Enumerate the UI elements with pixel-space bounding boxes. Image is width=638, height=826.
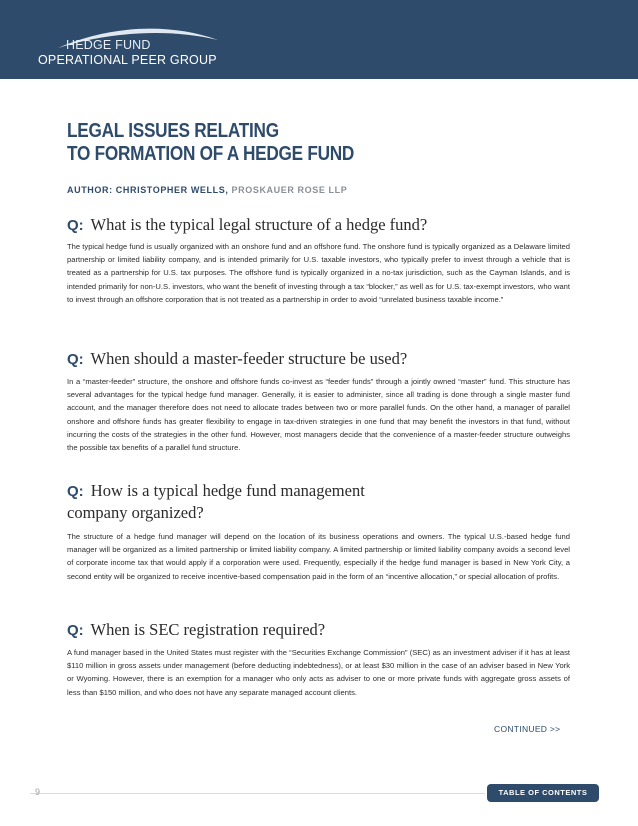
- title-line-2: TO FORMATION OF A HEDGE FUND: [67, 143, 355, 165]
- question-label: Q:: [67, 351, 84, 368]
- title-line-1: LEGAL ISSUES RELATING: [67, 120, 279, 142]
- author-line: [67, 185, 347, 195]
- question-text: When is SEC registration required?: [90, 620, 326, 639]
- question-heading: [67, 214, 570, 236]
- answer-paragraph: In a “master-feeder” structure, the onshore and offshore funds co-invest as “feeder funds” through a jointly owned “master” fund. This structure has several advantages for the typical hedge fund manager. Generally, it is easier to administer, since all trading is done through a single master fund account, and the manager therefore does not need to allocate trades between two or more parallel funds. On the other hand, a manager of parallel onshore and offshore funds has greater flexibility to engage in tax-driven strategies in one fund that may benefit the investors in that fund, without incurring the costs of the strategies in the other fund. However, most managers decide that the convenience of a master-feeder structure outweighs the possible tax benefits of a parallel fund structure.: [67, 377, 570, 453]
- logo-line-2: OPERATIONAL PEER GROUP: [38, 53, 217, 67]
- continued-link[interactable]: CONTINUED >>: [494, 724, 561, 734]
- question-text: How is a typical hedge fund management company organized?: [67, 481, 365, 522]
- logo-line-1: HEDGE FUND: [66, 38, 151, 52]
- author-name: AUTHOR: CHRISTOPHER WELLS,: [67, 185, 229, 195]
- author-firm: PROSKAUER ROSE LLP: [231, 185, 348, 195]
- question-text: What is the typical legal structure of a hedge fund?: [90, 215, 428, 234]
- hfopg-logo: [38, 22, 238, 72]
- answer-paragraph: The structure of a hedge fund manager will depend on the location of its business operations and owners. The typical U.S.-based hedge fund manager will be organized as a limited partnership or limited liability company. A limited partnership or limited liability company avoids a second level of corporate income tax that would apply if a corporation were used. Frequently, especially if the hedge fund manager is based in New York City, a second entity will be organized to receive incentive-based compensation paid in the form of an “incentive allocation,” or special allocation of profits.: [67, 532, 570, 581]
- page-number: 9: [35, 787, 41, 797]
- question-heading: [67, 348, 570, 370]
- question-label: Q:: [67, 217, 84, 234]
- page-title: [67, 120, 480, 166]
- answer-paragraph: A fund manager based in the United States must register with the “Securities Exchange Commission” (SEC) as an investment adviser if it has at least $110 million in gross assets under management (before deducting indebtedness), or at least $30 million in the case of an adviser based in New York or Wyoming. However, there is an exemption for a manager who only acts as adviser to one or more private funds with aggregate gross assets of less than $150 million, and who does not have any separate managed account clients.: [67, 648, 570, 697]
- question-text: When should a master-feeder structure be used?: [90, 349, 408, 368]
- question-heading: [67, 619, 570, 641]
- question-heading: [67, 480, 397, 523]
- footer-divider: [30, 793, 485, 794]
- table-of-contents-button[interactable]: TABLE OF CONTENTS: [487, 784, 599, 802]
- question-label: Q:: [67, 483, 84, 500]
- header-bar: [0, 0, 638, 79]
- question-label: Q:: [67, 622, 84, 639]
- answer-paragraph: The typical hedge fund is usually organized with an onshore fund and an offshore fund. The onshore fund is typically organized as a Delaware limited partnership or limited liability company, and is intended primarily for U.S. taxable investors, who typically prefer to invest through a vehicle that is treated as a partnership for U.S. tax purposes. The offshore fund is typically organized in a no-tax jurisdiction, such as the Cayman Islands, and is intended primarily for non-U.S. investors, who want the benefit of investing through a tax “blocker,” as well as for U.S. tax-exempt investors, who want to invest through an offshore corporation that is not treated as a partnership in order to avoid “unrelated business taxable income.”: [67, 242, 570, 304]
